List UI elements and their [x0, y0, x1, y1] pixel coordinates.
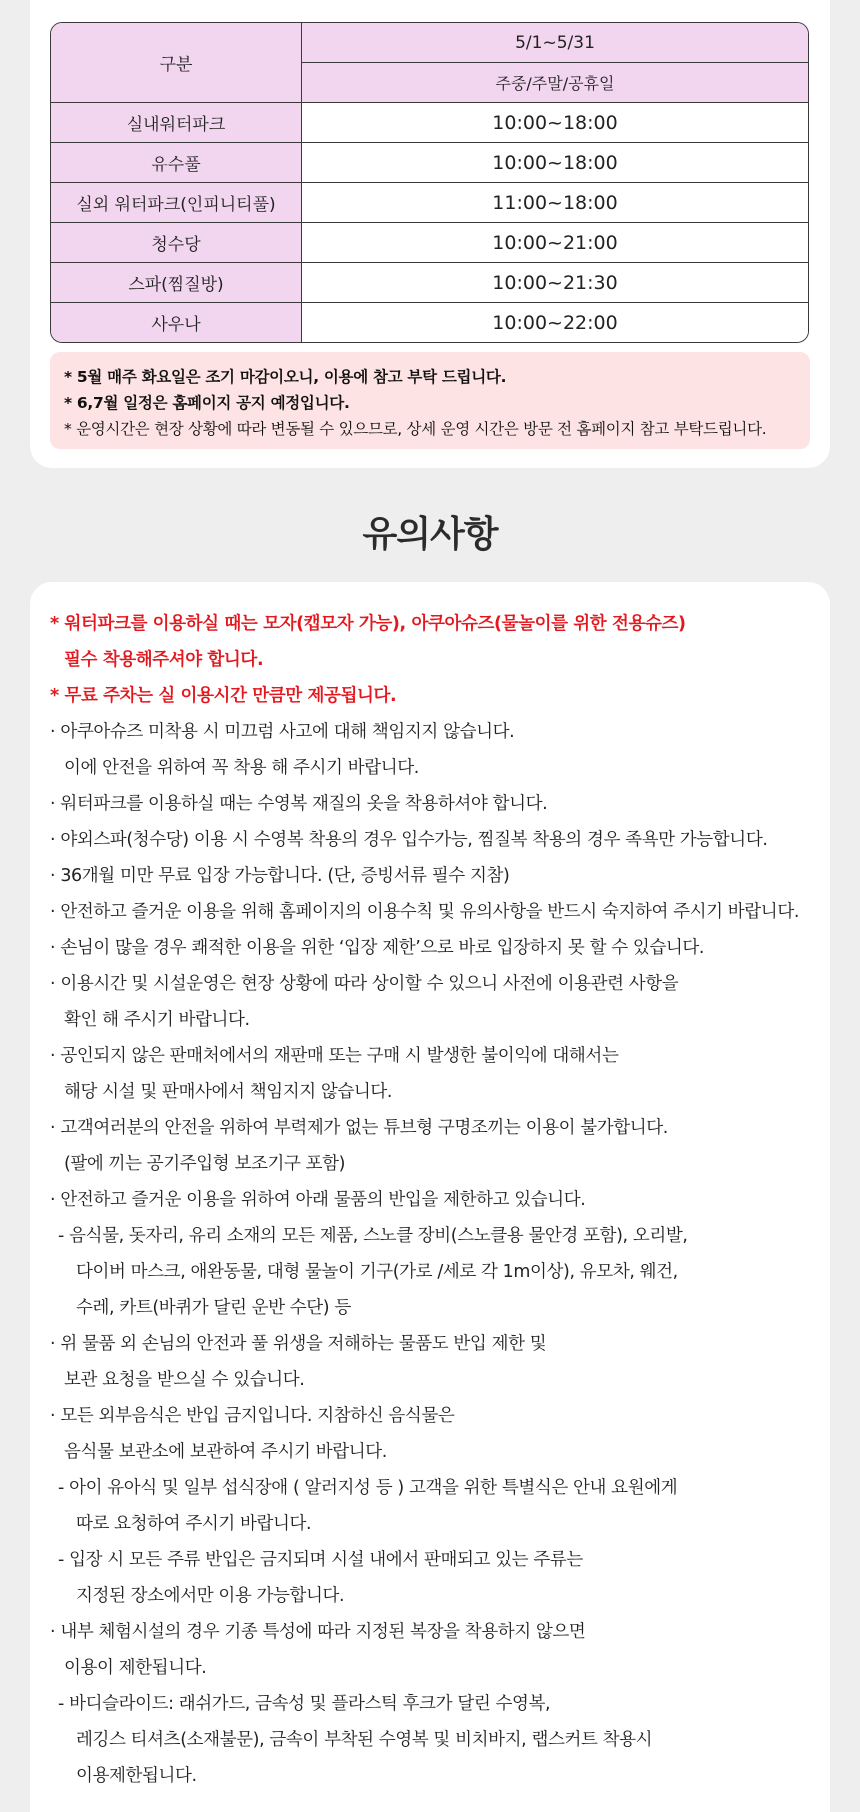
- precaution-line: 다이버 마스크, 애완동물, 대형 물놀이 기구(가로 /세로 각 1m이상), 유모차, 웨건,: [76, 1262, 678, 1282]
- precaution-line: 따로 요청하여 주시기 바랍니다.: [76, 1514, 312, 1534]
- precaution-line: · 36개월 미만 무료 입장 가능합니다. (단, 증빙서류 필수 지참): [50, 866, 510, 886]
- precaution-line: 해당 시설 및 판매사에서 책임지지 않습니다.: [64, 1082, 393, 1102]
- facility-time: 10:00~18:00: [302, 103, 808, 143]
- precaution-line: · 야외스파(청수당) 이용 시 수영복 착용의 경우 입수가능, 찜질복 착용의 경우 족욕만 가능합니다.: [50, 830, 768, 850]
- precaution-line: - 입장 시 모든 주류 반입은 금지되며 시설 내에서 판매되고 있는 주류는: [58, 1550, 583, 1570]
- precaution-line: · 고객여러분의 안전을 위하여 부력제가 없는 튜브형 구명조끼는 이용이 불가합니다.: [50, 1118, 668, 1138]
- precaution-line: · 워터파크를 이용하실 때는 수영복 재질의 옷을 착용하셔야 합니다.: [50, 794, 548, 814]
- precaution-line: · 안전하고 즐거운 이용을 위하여 아래 물품의 반입을 제한하고 있습니다.: [50, 1190, 586, 1210]
- precautions-title: 유의사항: [362, 514, 498, 555]
- notice-line: * 5월 매주 화요일은 조기 마감이오니, 이용에 참고 부탁 드립니다.: [64, 368, 507, 386]
- facility-name: 사우나: [51, 303, 302, 342]
- precaution-line: 보관 요청을 받으실 수 있습니다.: [64, 1370, 305, 1390]
- facility-time: 10:00~18:00: [302, 143, 808, 183]
- precaution-line: 수레, 카트(바퀴가 달린 운반 수단) 등: [76, 1298, 351, 1318]
- facility-name: 스파(찜질방): [51, 263, 302, 303]
- precaution-line: (팔에 끼는 공기주입형 보조기구 포함): [64, 1154, 346, 1174]
- facility-time: 11:00~18:00: [302, 183, 808, 223]
- facility-time: 10:00~22:00: [302, 303, 808, 342]
- precaution-line: · 아쿠아슈즈 미착용 시 미끄럼 사고에 대해 책임지지 않습니다.: [50, 722, 515, 742]
- precaution-line: · 안전하고 즐거운 이용을 위해 홈페이지의 이용수칙 및 유의사항을 반드시 숙지하여 주시기 바랍니다.: [50, 902, 799, 922]
- precaution-line: 레깅스 티셔츠(소재불문), 금속이 부착된 수영복 및 비치바지, 랩스커트 착용시: [76, 1730, 653, 1750]
- precautions-card: [30, 582, 830, 1812]
- table-row: [51, 143, 808, 183]
- precaution-line: 확인 해 주시기 바랍니다.: [64, 1010, 250, 1030]
- facility-time: 10:00~21:00: [302, 223, 808, 263]
- precaution-line: 지정된 장소에서만 이용 가능합니다.: [76, 1586, 345, 1606]
- facility-name: 실외 워터파크(인피니티풀): [51, 183, 302, 223]
- precaution-line: - 음식물, 돗자리, 유리 소재의 모든 제품, 스노클 장비(스노클용 물안경 포함), 오리발,: [58, 1226, 688, 1246]
- precaution-line: - 아이 유아식 및 일부 섭식장애 ( 알러지성 등 ) 고객을 위한 특별식은 안내 요원에게: [58, 1478, 678, 1498]
- table-row: [51, 223, 808, 263]
- precaution-line: 이용이 제한됩니다.: [64, 1658, 207, 1678]
- facility-name: 유수풀: [51, 143, 302, 183]
- table-row: [51, 103, 808, 143]
- day-type-header: 주중/주말/공휴일: [302, 63, 808, 103]
- precaution-line: * 무료 주차는 실 이용시간 만큼만 제공됩니다.: [50, 686, 397, 706]
- operating-hours-card: [30, 0, 830, 468]
- precaution-line: · 위 물품 외 손님의 안전과 풀 위생을 저해하는 물품도 반입 제한 및: [50, 1334, 547, 1354]
- precaution-line: · 손님이 많을 경우 쾌적한 이용을 위한 ‘입장 제한’으로 바로 입장하지 못 할 수 있습니다.: [50, 938, 705, 958]
- notice-line: * 6,7월 일정은 홈페이지 공지 예정입니다.: [64, 394, 350, 412]
- precaution-line: · 공인되지 않은 판매처에서의 재판매 또는 구매 시 발생한 불이익에 대해서는: [50, 1046, 619, 1066]
- precautions-list: [50, 606, 820, 1794]
- operating-hours-table: [50, 22, 809, 343]
- facility-name: 실내워터파크: [51, 103, 302, 143]
- table-row: [51, 263, 808, 303]
- table-row: [51, 303, 808, 342]
- facility-time: 10:00~21:30: [302, 263, 808, 303]
- precaution-line: 필수 착용해주셔야 합니다.: [64, 650, 264, 670]
- precaution-line: · 이용시간 및 시설운영은 현장 상황에 따라 상이할 수 있으니 사전에 이용관련 사항을: [50, 974, 679, 994]
- precaution-line: 음식물 보관소에 보관하여 주시기 바랍니다.: [64, 1442, 387, 1462]
- precaution-line: 이에 안전을 위하여 꼭 착용 해 주시기 바랍니다.: [64, 758, 419, 778]
- table-row: [51, 183, 808, 223]
- category-header: 구분: [51, 23, 302, 103]
- precaution-line: · 모든 외부음식은 반입 금지입니다. 지참하신 음식물은: [50, 1406, 455, 1426]
- period-header: 5/1~5/31: [302, 23, 808, 63]
- precaution-line: · 내부 체험시설의 경우 기종 특성에 따라 지정된 복장을 착용하지 않으면: [50, 1622, 586, 1642]
- precaution-line: - 바디슬라이드: 래쉬가드, 금속성 및 플라스틱 후크가 달린 수영복,: [58, 1694, 551, 1714]
- precaution-line: 이용제한됩니다.: [76, 1766, 197, 1786]
- precaution-line: * 워터파크를 이용하실 때는 모자(캡모자 가능), 아쿠아슈즈(물놀이를 위한 전용슈즈): [50, 614, 686, 634]
- facility-name: 청수당: [51, 223, 302, 263]
- notice-line: * 운영시간은 현장 상황에 따라 변동될 수 있으므로, 상세 운영 시간은 방문 전 홈페이지 참고 부탁드립니다.: [64, 420, 767, 438]
- schedule-notice-box: [50, 352, 810, 449]
